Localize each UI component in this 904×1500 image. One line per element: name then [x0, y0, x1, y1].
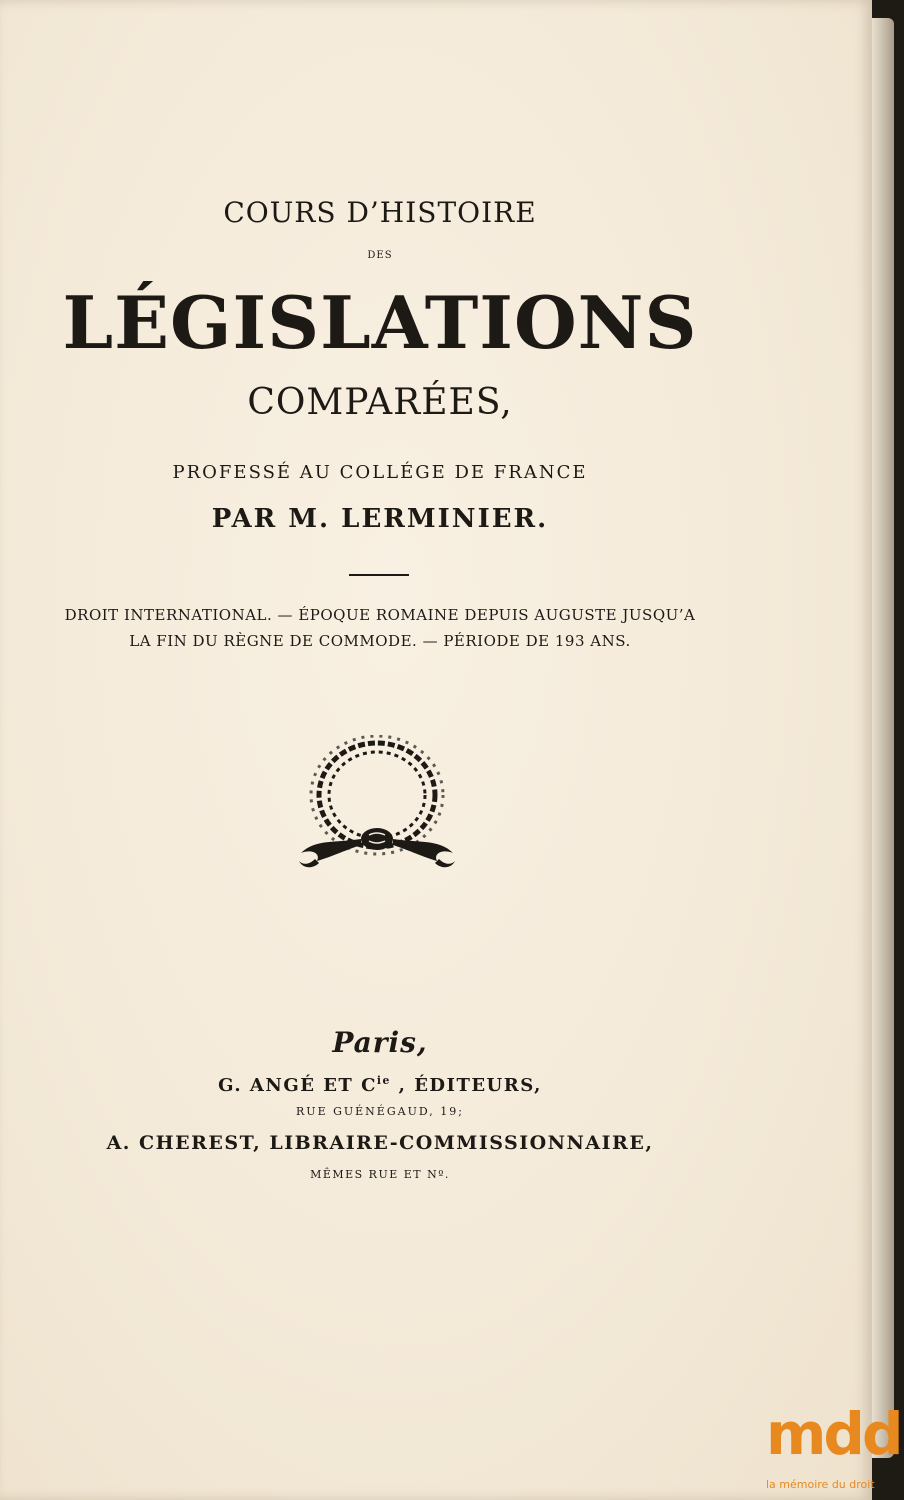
wreath-ornament-icon: [295, 735, 460, 875]
publisher-line-1-name: G. ANGÉ ET C: [218, 1075, 377, 1096]
title-line-des: DES: [367, 250, 393, 261]
divider-rule: [349, 574, 409, 576]
subtitle-line-2: LA FIN DU RÈGNE DE COMMODE. — PÉRIODE DE 193 ANS.: [129, 632, 631, 650]
author-line: PAR M. LERMINIER.: [211, 504, 549, 534]
bookseller-line: A. CHEREST, LIBRAIRE-COMMISSIONNAIRE,: [106, 1132, 654, 1154]
title-line-cours: COURS D’HISTOIRE: [223, 196, 537, 229]
publisher-line-1-role: , ÉDITEURS,: [390, 1075, 542, 1096]
title-main: LÉGISLATIONS: [62, 280, 698, 365]
publisher-city: Paris,: [332, 1026, 428, 1059]
publisher-line-1: [0, 1074, 760, 1096]
publisher-line-1-sup: ie: [376, 1074, 391, 1087]
subtitle-line-1: DROIT INTERNATIONAL. — ÉPOQUE ROMAINE DEPUIS AUGUSTE JUSQU’A: [64, 606, 696, 624]
watermark-tagline: la mémoire du droit: [766, 1478, 875, 1491]
watermark-letters: mdd: [766, 1400, 901, 1468]
title-line-comparees: COMPARÉES,: [247, 382, 513, 423]
bookseller-address: MÊMES RUE ET Nº.: [310, 1168, 450, 1181]
publisher-address: RUE GUÉNÉGAUD, 19;: [296, 1105, 464, 1118]
mdd-watermark-logo: [760, 1400, 900, 1500]
title-line-professe: PROFESSÉ AU COLLÉGE DE FRANCE: [172, 462, 588, 483]
